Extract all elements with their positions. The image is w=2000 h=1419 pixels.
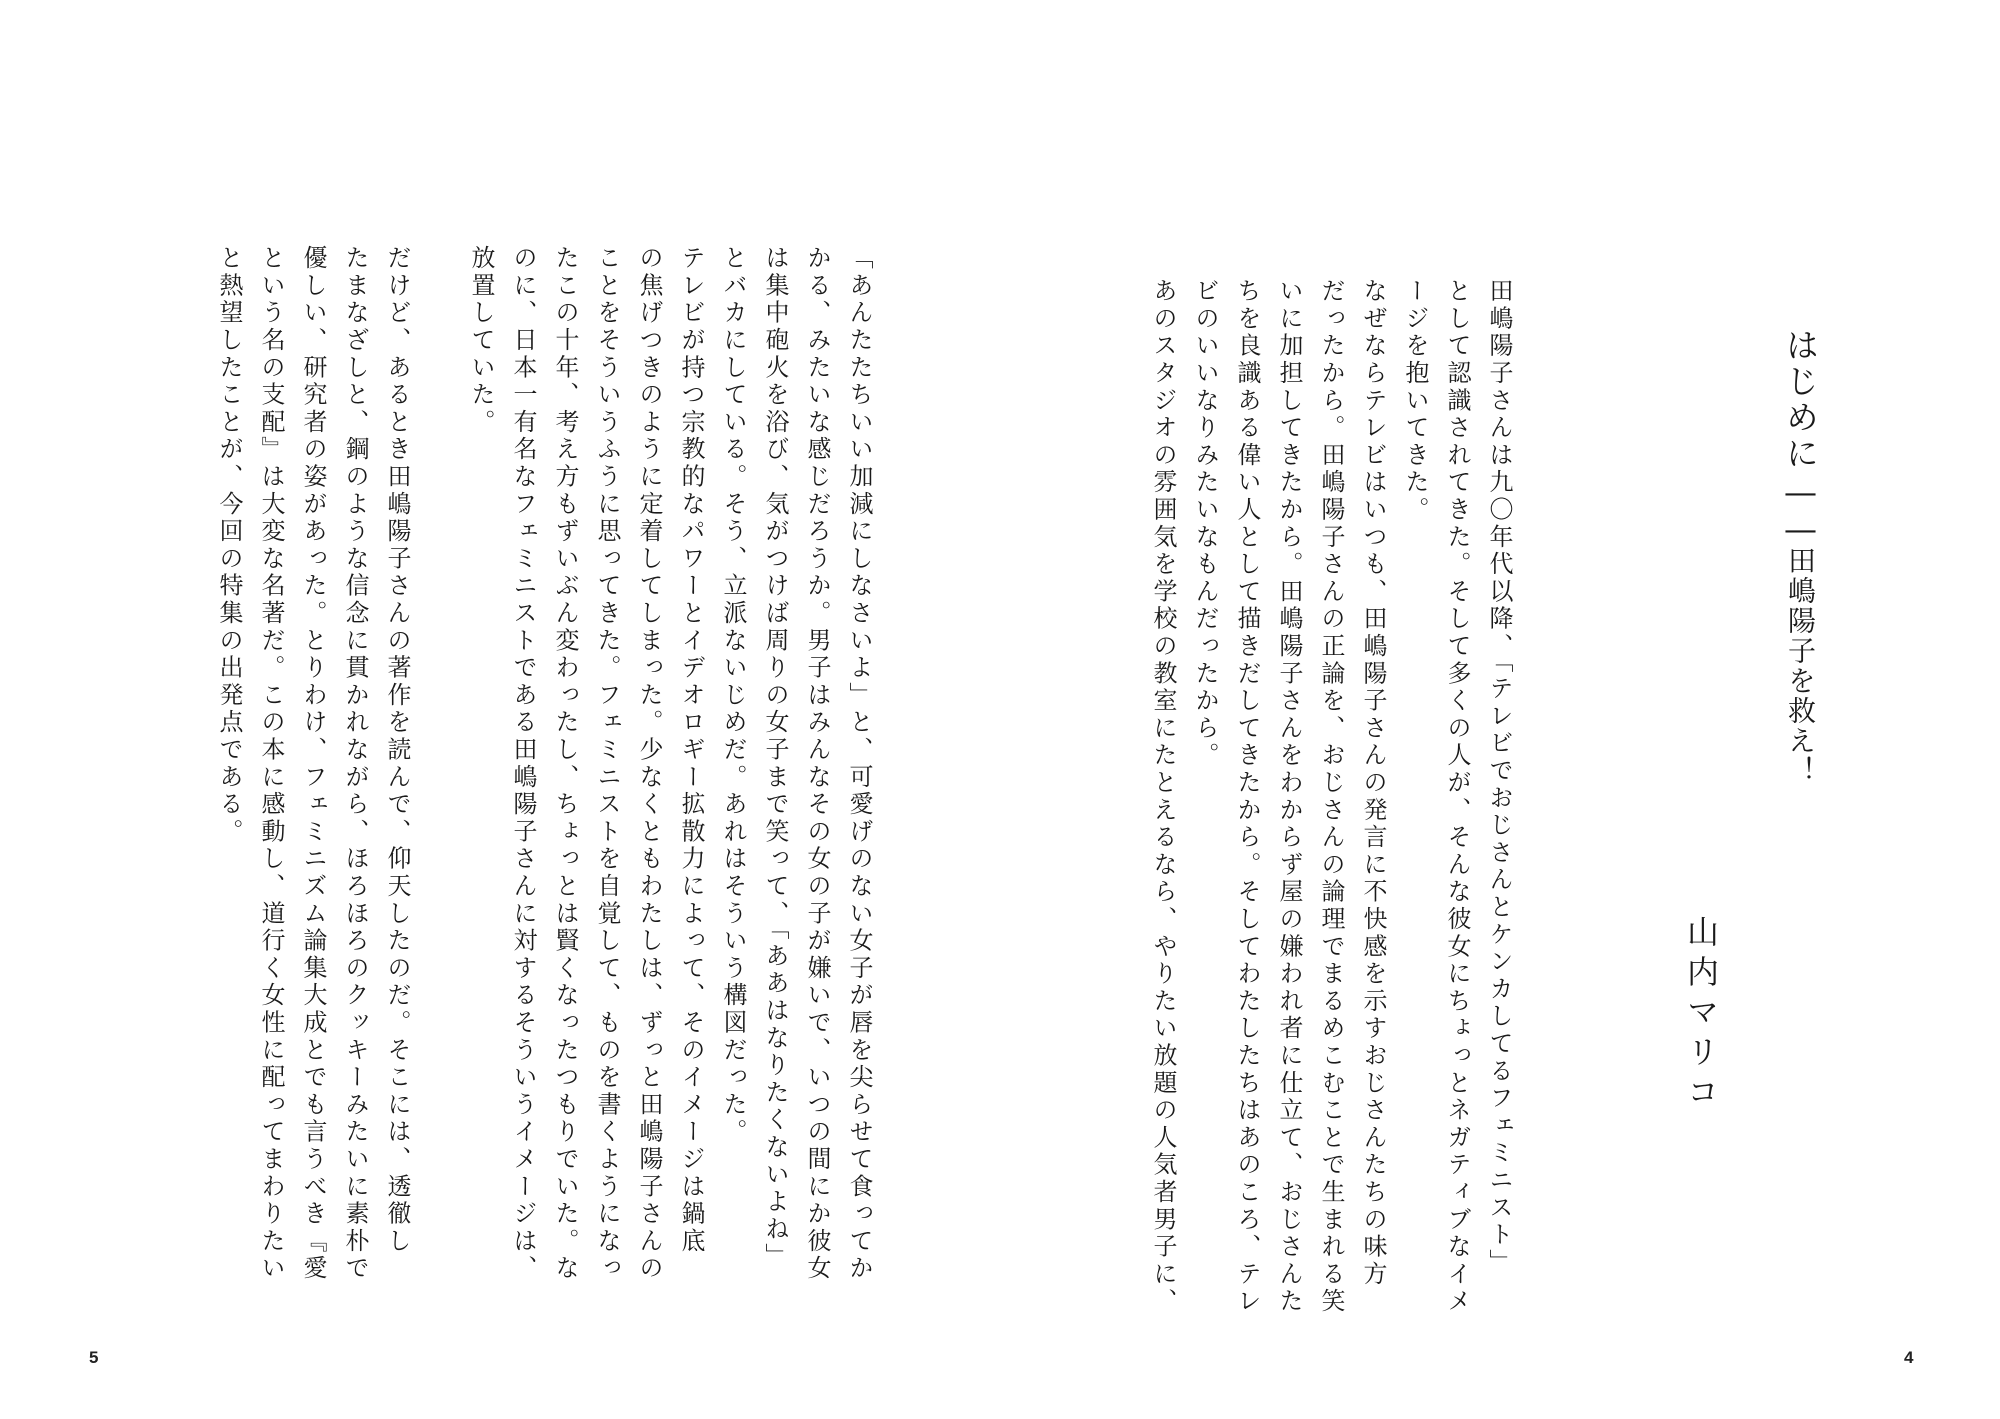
body-line: たこの十年、考え方もずいぶん変わったし、ちょっとは賢くなったつもりでいた。な bbox=[551, 245, 579, 1283]
body-line: 優しい、研究者の姿があった。とりわけ、フェミニズム論集大成とでも言うべき『愛 bbox=[299, 245, 327, 1283]
body-line: ビのいいなりみたいなもんだったから。 bbox=[1191, 278, 1219, 770]
body-line: だけど、あるとき田嶋陽子さんの著作を読んで、仰天したのだ。そこには、透徹し bbox=[383, 245, 411, 1256]
body-line: テレビが持つ宗教的なパワーとイデオロギー拡散力によって、そのイメージは鍋底 bbox=[677, 245, 705, 1256]
body-line: という名の支配』は大変な名著だ。この本に感動し、道行く女性に配ってまわりたい bbox=[257, 245, 285, 1283]
body-line: ちを良識ある偉い人として描きだしてきたから。そしてわたしたちはあのころ、テレ bbox=[1233, 278, 1261, 1316]
chapter-title bbox=[1777, 328, 1824, 786]
body-line: とバカにしている。そう、立派ないじめだ。あれはそういう構図だった。 bbox=[719, 245, 747, 1146]
body-line: 放置していた。 bbox=[467, 245, 495, 437]
body-line: として認識されてきた。そして多くの人が、そんな彼女にちょっとネガティブなイメ bbox=[1443, 278, 1471, 1316]
body-line: は集中砲火を浴び、気がつけば周りの女子まで笑って、「ああはなりたくないよね」 bbox=[761, 245, 789, 1271]
body-line: ことをそういうふうに思ってきた。フェミニストを自覚して、ものを書くようになっ bbox=[593, 245, 621, 1283]
right-page-body bbox=[1149, 278, 1520, 1316]
page-number-right: 4 bbox=[1904, 1348, 1914, 1367]
chapter-title-main: はじめに bbox=[1781, 328, 1820, 472]
body-line: いに加担してきたから。田嶋陽子さんをわからず屋の嫌われ者に仕立て、おじさんた bbox=[1275, 278, 1303, 1316]
author-name: 山内マリコ bbox=[1682, 915, 1720, 1115]
blank-line bbox=[418, 245, 460, 1105]
body-line: 田嶋陽子さんは九〇年代以降、「テレビでおじさんとケンカしてるフェミニスト」 bbox=[1485, 278, 1513, 1277]
body-line: と熱望したことが、今回の特集の出発点である。 bbox=[215, 245, 243, 846]
body-line: あのスタジオの雰囲気を学校の教室にたとえるなら、やりたい放題の人気者男子に、 bbox=[1149, 278, 1177, 1316]
body-line: かる、みたいな感じだろうか。男子はみんなその女の子が嫌いで、いつの間にか彼女 bbox=[803, 245, 831, 1283]
body-line: たまなざしと、鋼のような信念に貫かれながら、ほろほろのクッキーみたいに素朴で bbox=[341, 245, 369, 1283]
body-line: の焦げつきのように定着してしまった。少なくともわたしは、ずっと田嶋陽子さんの bbox=[635, 245, 663, 1283]
page-number-left: 5 bbox=[89, 1348, 99, 1367]
body-line: のに、日本一有名なフェミニストである田嶋陽子さんに対するそういうイメージは、 bbox=[509, 245, 537, 1283]
title-dash: —— bbox=[1781, 472, 1820, 546]
body-line: 「あんたたちいい加減にしなさいよ」と、可愛げのない女子が唇を尖らせて食ってか bbox=[845, 245, 873, 1283]
chapter-subtitle: 田嶋陽子を救え！ bbox=[1784, 546, 1817, 786]
body-line: ージを抱いてきた。 bbox=[1401, 278, 1429, 524]
left-page-body bbox=[190, 245, 880, 1283]
body-line: だったから。田嶋陽子さんの正論を、おじさんの論理でまるめこむことで生まれる笑 bbox=[1317, 278, 1345, 1316]
body-line: なぜならテレビはいつも、田嶋陽子さんの発言に不快感を示すおじさんたちの味方 bbox=[1359, 278, 1387, 1289]
